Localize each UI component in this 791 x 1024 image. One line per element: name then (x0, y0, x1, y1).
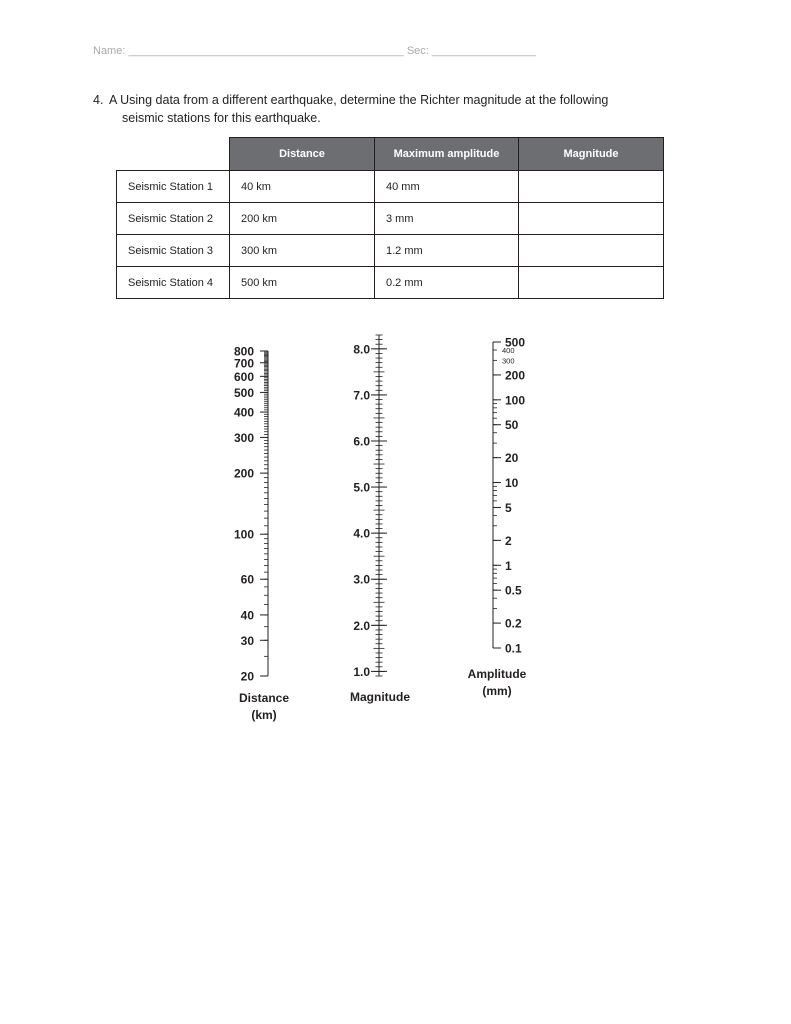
distance-tick-label: 30 (240, 633, 254, 648)
sec-label: Sec: (406, 45, 429, 57)
distance-tick-label: 300 (233, 430, 254, 445)
header-max-amplitude: Maximum amplitude (375, 138, 519, 171)
magnitude-tick-label: 1.0 (353, 664, 370, 679)
distance-tick-label: 500 (233, 385, 254, 400)
magnitude-tick-label: 7.0 (353, 388, 370, 403)
header-distance: Distance (230, 138, 375, 171)
distance-tick-label: 40 (240, 608, 254, 623)
amplitude-tick-label: 100 (505, 393, 526, 408)
question-number: 4. (93, 93, 104, 107)
distance-tick-label: 60 (240, 572, 254, 587)
distance-tick-label: 200 (233, 466, 254, 481)
sec-blank[interactable]: _________________ (431, 45, 536, 57)
amplitude-tick-label: 1 (505, 558, 512, 573)
question-text-line1: A Using data from a different earthquake, determine the Richter magnitude at the following (109, 93, 609, 107)
amplitude-tick-label: 0.5 (505, 583, 522, 598)
amplitude-cell: 1.2 mm (375, 235, 519, 267)
amplitude-tick-label-small: 300 (502, 356, 515, 366)
amplitude-tick-label: 20 (505, 451, 519, 466)
question-text-line2: seismic stations for this earthquake. (122, 111, 321, 125)
magnitude-tick-label: 2.0 (353, 618, 370, 633)
magnitude-tick-label: 8.0 (353, 342, 370, 357)
distance-axis-unit: (km) (251, 708, 277, 722)
station-label: Seismic Station 2 (117, 203, 230, 235)
amplitude-cell: 3 mm (375, 203, 519, 235)
distance-axis-label: Distance (238, 691, 290, 705)
amplitude-tick-label: 0.2 (505, 616, 522, 631)
magnitude-axis-label: Magnitude (350, 690, 410, 704)
station-label: Seismic Station 1 (117, 171, 230, 203)
name-label: Name: (93, 45, 126, 57)
distance-tick-label: 400 (233, 405, 254, 420)
amplitude-tick-label: 200 (505, 368, 526, 383)
amplitude-tick-label: 50 (505, 418, 519, 433)
name-blank[interactable]: _____________________________________________ (128, 45, 404, 57)
amplitude-tick-label: 5 (505, 500, 512, 515)
amplitude-tick-label-small: 400 (502, 346, 515, 356)
magnitude-tick-label: 3.0 (353, 572, 370, 587)
distance-tick-label: 700 (233, 356, 254, 371)
distance-tick-label: 100 (233, 527, 254, 542)
distance-cell: 40 km (230, 171, 375, 203)
station-label: Seismic Station 3 (117, 235, 230, 267)
distance-cell: 500 km (230, 267, 375, 299)
distance-tick-label: 20 (240, 669, 254, 684)
distance-tick-label: 600 (233, 369, 254, 384)
magnitude-tick-label: 6.0 (353, 434, 370, 449)
distance-tick-label: 800 (233, 344, 254, 359)
amplitude-tick-label: 0.1 (505, 641, 522, 656)
header-magnitude: Magnitude (519, 138, 664, 171)
distance-cell: 200 km (230, 203, 375, 235)
amplitude-cell: 40 mm (375, 171, 519, 203)
amplitude-axis-unit: (mm) (482, 684, 512, 698)
amplitude-tick-label: 2 (505, 533, 512, 548)
amplitude-cell: 0.2 mm (375, 267, 519, 299)
distance-cell: 300 km (230, 235, 375, 267)
magnitude-tick-label: 5.0 (353, 480, 370, 495)
amplitude-tick-label: 500 (505, 335, 526, 350)
station-label: Seismic Station 4 (117, 267, 230, 299)
magnitude-tick-label: 4.0 (353, 526, 370, 541)
amplitude-axis-label: Amplitude (467, 667, 527, 681)
amplitude-tick-label: 10 (505, 476, 519, 491)
